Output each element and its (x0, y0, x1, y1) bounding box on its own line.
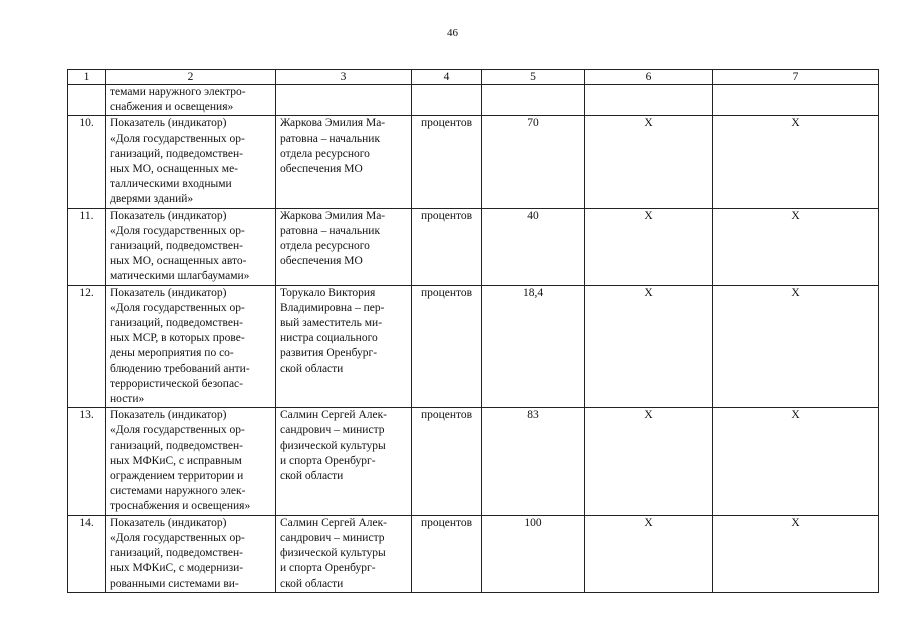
column-7-cell (713, 208, 879, 285)
indicator-line: Показатель (индикатор) (110, 209, 227, 222)
indicator-line: ганизаций, подведомствен- (110, 439, 243, 452)
row-number-cell (68, 116, 106, 208)
column-header: 3 (276, 70, 412, 85)
indicator-line: темами наружного электро- (110, 86, 246, 98)
indicator-value: 100 (524, 516, 542, 529)
indicator-line: ганизаций, подведомствен- (110, 547, 243, 560)
column-header: 4 (412, 70, 482, 85)
unit-cell (412, 116, 482, 208)
responsible-line: сандрович – министр (280, 424, 385, 437)
unit-value: процентов (420, 117, 473, 130)
responsible-line: Торукало Виктория (280, 286, 376, 299)
value-cell (482, 285, 585, 408)
column-7-cell (713, 285, 879, 408)
responsible-line: ской области (280, 577, 344, 590)
indicator-line: ных МО, оснащенных авто- (110, 255, 247, 268)
responsible-line: Владимировна – пер- (280, 301, 385, 314)
row-number: 12. (79, 286, 94, 299)
column-7-value: X (791, 516, 800, 529)
row-number: 14. (79, 516, 94, 529)
row-number-cell (68, 285, 106, 408)
column-6-value: X (644, 209, 653, 222)
indicator-line: дверями зданий» (110, 193, 194, 206)
table-row (68, 515, 879, 592)
responsible-line: ратовна – начальник (280, 224, 381, 237)
unit-value: процентов (420, 516, 473, 529)
responsible-line: обеспечения МО (280, 255, 363, 268)
column-6-value: X (644, 117, 653, 130)
value-cell (482, 208, 585, 285)
column-6-cell (585, 208, 713, 285)
indicator-value: 18,4 (522, 286, 544, 299)
responsible-line: Жаркова Эмилия Ма- (280, 117, 386, 130)
responsible-line: физической культуры (280, 547, 386, 560)
indicator-line: ных МСР, в которых прове- (110, 332, 245, 345)
responsible-line: и спорта Оренбург- (280, 454, 376, 467)
indicator-value: 40 (527, 209, 539, 222)
row-number-cell (68, 408, 106, 515)
column-6-cell (585, 515, 713, 592)
indicator-line: террористической безопас- (110, 377, 243, 390)
responsible-line: и спорта Оренбург- (280, 562, 376, 575)
row-number-cell (68, 515, 106, 592)
responsible-line: Салмин Сергей Алек- (280, 409, 388, 422)
value-cell (482, 408, 585, 515)
indicator-line: матическими шлагбаумами» (110, 270, 250, 283)
indicator-cell (106, 85, 276, 116)
indicator-line: Показатель (индикатор) (110, 286, 227, 299)
indicator-cell (106, 116, 276, 208)
responsible-line: вый заместитель ми- (280, 317, 383, 330)
responsible-line: ратовна – начальник (280, 132, 381, 145)
table-row (68, 285, 879, 408)
unit-cell (412, 85, 482, 116)
column-header: 5 (482, 70, 585, 85)
table-row (68, 116, 879, 208)
indicator-line: Показатель (индикатор) (110, 516, 227, 529)
indicator-cell (106, 285, 276, 408)
column-6-value: X (644, 286, 653, 299)
responsible-line: отдела ресурсного (280, 147, 370, 160)
unit-cell (412, 515, 482, 592)
responsible-line: развития Оренбург- (280, 347, 378, 360)
responsible-line: нистра социального (280, 332, 378, 345)
column-6-cell (585, 408, 713, 515)
indicator-value: 70 (527, 117, 539, 130)
column-7-value: X (791, 409, 800, 422)
indicator-line: Показатель (индикатор) (110, 409, 227, 422)
responsible-line: физической культуры (280, 439, 386, 452)
indicator-line: «Доля государственных ор- (110, 224, 245, 237)
column-header: 7 (713, 70, 879, 85)
indicator-line: ных МФКиС, с модернизи- (110, 562, 244, 575)
responsible-cell (276, 515, 412, 592)
unit-value: процентов (420, 409, 473, 422)
indicator-line: троснабжения и освещения» (110, 500, 251, 513)
column-6-value: X (644, 409, 653, 422)
table-row (68, 208, 879, 285)
indicator-line: «Доля государственных ор- (110, 531, 245, 544)
indicator-line: ных МФКиС, с исправным (110, 454, 242, 467)
indicator-line: «Доля государственных ор- (110, 132, 245, 145)
row-number: 11. (79, 209, 94, 222)
responsible-line: Салмин Сергей Алек- (280, 516, 388, 529)
responsible-cell (276, 408, 412, 515)
responsible-line: сандрович – министр (280, 531, 385, 544)
column-header: 2 (106, 70, 276, 85)
indicator-cell (106, 208, 276, 285)
indicator-line: ности» (110, 393, 145, 406)
unit-cell (412, 208, 482, 285)
indicator-line: «Доля государственных ор- (110, 301, 245, 314)
indicator-value: 83 (527, 409, 539, 422)
responsible-cell (276, 116, 412, 208)
value-cell (482, 116, 585, 208)
column-6-value: X (644, 516, 653, 529)
row-number-cell (68, 85, 106, 116)
page-number: 46 (447, 27, 458, 39)
responsible-line: отдела ресурсного (280, 240, 370, 253)
table-row (68, 408, 879, 515)
column-6-cell (585, 85, 713, 116)
value-cell (482, 515, 585, 592)
row-number: 13. (79, 409, 94, 422)
indicator-line: ганизаций, подведомствен- (110, 240, 243, 253)
column-7-cell (713, 408, 879, 515)
column-7-cell (713, 116, 879, 208)
column-7-cell (713, 515, 879, 592)
unit-cell (412, 285, 482, 408)
indicator-line: дены мероприятия по со- (110, 347, 234, 360)
responsible-line: ской области (280, 362, 344, 375)
table-row (68, 85, 879, 116)
indicator-line: ных МО, оснащенных ме- (110, 163, 239, 176)
indicators-table (67, 69, 879, 593)
indicator-line: рованными системами ви- (110, 577, 239, 590)
unit-value: процентов (420, 209, 473, 222)
column-7-value: X (791, 209, 800, 222)
indicator-line: «Доля государственных ор- (110, 424, 245, 437)
indicator-line: ганизаций, подведомствен- (110, 147, 243, 160)
unit-cell (412, 408, 482, 515)
column-header: 6 (585, 70, 713, 85)
unit-value: процентов (420, 286, 473, 299)
indicator-cell (106, 515, 276, 592)
column-7-value: X (791, 286, 800, 299)
responsible-line: ской области (280, 470, 344, 483)
responsible-line: обеспечения МО (280, 163, 363, 176)
indicator-cell (106, 408, 276, 515)
column-number-header (68, 70, 879, 85)
responsible-cell (276, 208, 412, 285)
indicator-line: системами наружного элек- (110, 485, 246, 498)
column-6-cell (585, 116, 713, 208)
indicator-line: Показатель (индикатор) (110, 117, 227, 130)
indicator-line: ганизаций, подведомствен- (110, 317, 243, 330)
responsible-line: Жаркова Эмилия Ма- (280, 209, 386, 222)
indicator-line: ограждением территории и (110, 470, 244, 483)
column-6-cell (585, 285, 713, 408)
row-number: 10. (79, 117, 94, 130)
value-cell (482, 85, 585, 116)
column-7-value: X (791, 117, 800, 130)
responsible-cell (276, 85, 412, 116)
column-7-cell (713, 85, 879, 116)
row-number-cell (68, 208, 106, 285)
indicator-line: блюдению требований анти- (110, 362, 250, 375)
column-header: 1 (68, 70, 106, 85)
responsible-cell (276, 285, 412, 408)
indicator-line: снабжения и освещения» (110, 101, 234, 114)
indicator-line: таллическими входными (110, 178, 232, 191)
